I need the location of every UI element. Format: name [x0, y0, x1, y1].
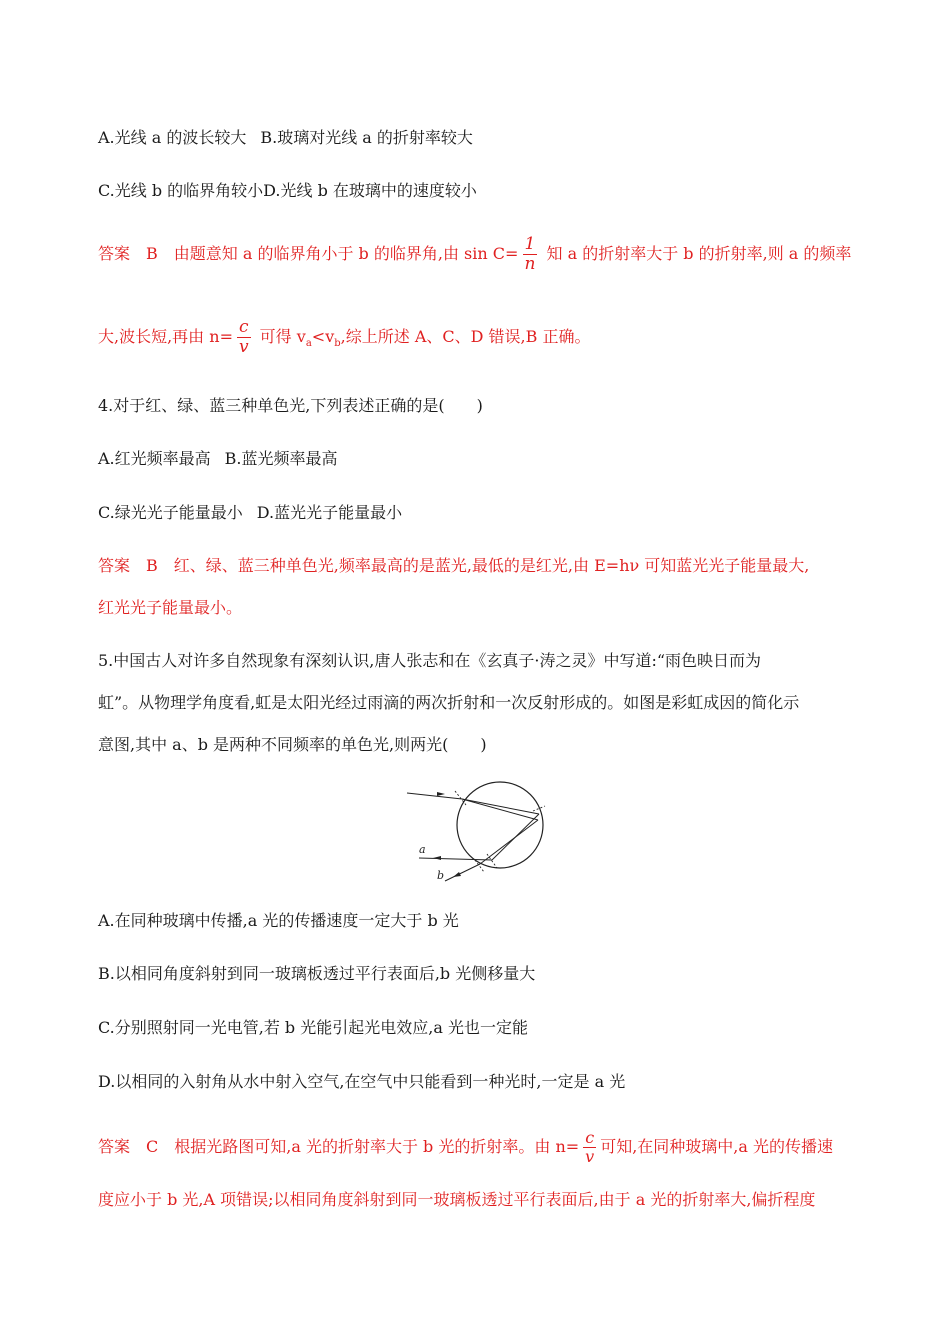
ray-a-out — [419, 858, 492, 860]
label-a: a — [419, 843, 426, 856]
q3-answer-line-1: 答案 B 由题意知 a 的临界角小于 b 的临界角,由 sin C= $\frac{1}{n}$ 知 a 的折射率大于 b 的折射率,则 a 的频率 — [98, 234, 852, 274]
q5-option-c: C.分别照射同一光电管,若 b 光能引起光电效应,a 光也一定能 — [98, 1018, 528, 1037]
label-b: b — [437, 869, 445, 882]
incident-ray — [407, 793, 462, 799]
q5-option-b: B.以相同角度斜射到同一玻璃板透过平行表面后,b 光侧移量大 — [98, 964, 536, 983]
q4-answer-line-1: 答案 B 红、绿、蓝三种单色光,频率最高的是蓝光,最低的是红光,由 E=hν 可知蓝光光子能量最大, — [98, 556, 810, 575]
q5-stem-line-3: 意图,其中 a、b 是两种不同频率的单色光,则两光( ) — [98, 735, 487, 754]
q4-answer-line-2: 红光光子能量最小。 — [98, 598, 243, 617]
q4-stem: 4.对于红、绿、蓝三种单色光,下列表述正确的是( ) — [98, 396, 483, 415]
fraction-1-over-n: $\frac{1}{n}$ — [524, 234, 536, 274]
q5-stem-line-2: 虹”。从物理学角度看,虹是太阳光经过雨滴的两次折射和一次反射形成的。如图是彩虹成因的简化示 — [98, 693, 800, 712]
q3-option-cd: C.光线 b 的临界角较小D.光线 b 在玻璃中的速度较小 — [98, 181, 477, 200]
ray-b-arrowhead — [453, 872, 461, 877]
q3-option-c-d — [98, 180, 477, 202]
q5-answer-line-2: 度应小于 b 光,A 项错误;以相同角度斜射到同一玻璃板透过平行表面后,由于 a 光的折射率大,偏折程度 — [98, 1190, 816, 1209]
fraction-c-over-v-q5: $\frac{c}{v}$ — [585, 1128, 595, 1166]
reflected-ray-b — [480, 820, 538, 864]
q3-option-b: B.玻璃对光线 a 的折射率较大 — [260, 128, 473, 147]
raindrop-rainbow-diagram — [405, 778, 550, 884]
q5-option-a: A.在同种玻璃中传播,a 光的传播速度一定大于 b 光 — [98, 911, 459, 930]
q3-option-a: A.光线 a 的波长较大 — [98, 128, 247, 147]
refracted-ray-b-in — [462, 799, 538, 820]
raindrop-circle — [457, 782, 543, 868]
q3-option-a-b — [98, 127, 473, 149]
q5-option-d: D.以相同的入射角从水中射入空气,在空气中只能看到一种光时,一定是 a 光 — [98, 1072, 626, 1091]
fraction-c-over-v: $\frac{c}{v}$ — [238, 317, 249, 357]
q4-option-a-b — [98, 448, 338, 470]
q4-option-c-d — [98, 502, 402, 524]
refracted-ray-a-in — [462, 799, 539, 814]
q4-option-c: C.绿光光子能量最小 — [98, 503, 243, 522]
q4-option-b: B.蓝光频率最高 — [224, 449, 338, 468]
ray-a-arrowhead — [433, 856, 441, 860]
q5-answer-line-1: 答案 C 根据光路图可知,a 光的折射率大于 b 光的折射率。由 n= $\frac{c}{v}$ 可知,在同种玻璃中,a 光的传播速 — [98, 1128, 834, 1166]
q4-option-a: A.红光频率最高 — [98, 449, 211, 468]
incident-arrowhead — [437, 792, 445, 796]
ray-b-out — [445, 864, 480, 881]
q5-stem-line-1: 5.中国古人对许多自然现象有深刻认识,唐人张志和在《玄真子·涛之灵》中写道:“雨色映日而为 — [98, 651, 762, 670]
q3-answer-line-2: 大,波长短,再由 n= $\frac{c}{v}$ 可得 $v_a<v_b$,综上所述 A、C、D 错误,B 正确。 — [98, 317, 591, 357]
q4-option-d: D.蓝光光子能量最小 — [256, 503, 403, 522]
